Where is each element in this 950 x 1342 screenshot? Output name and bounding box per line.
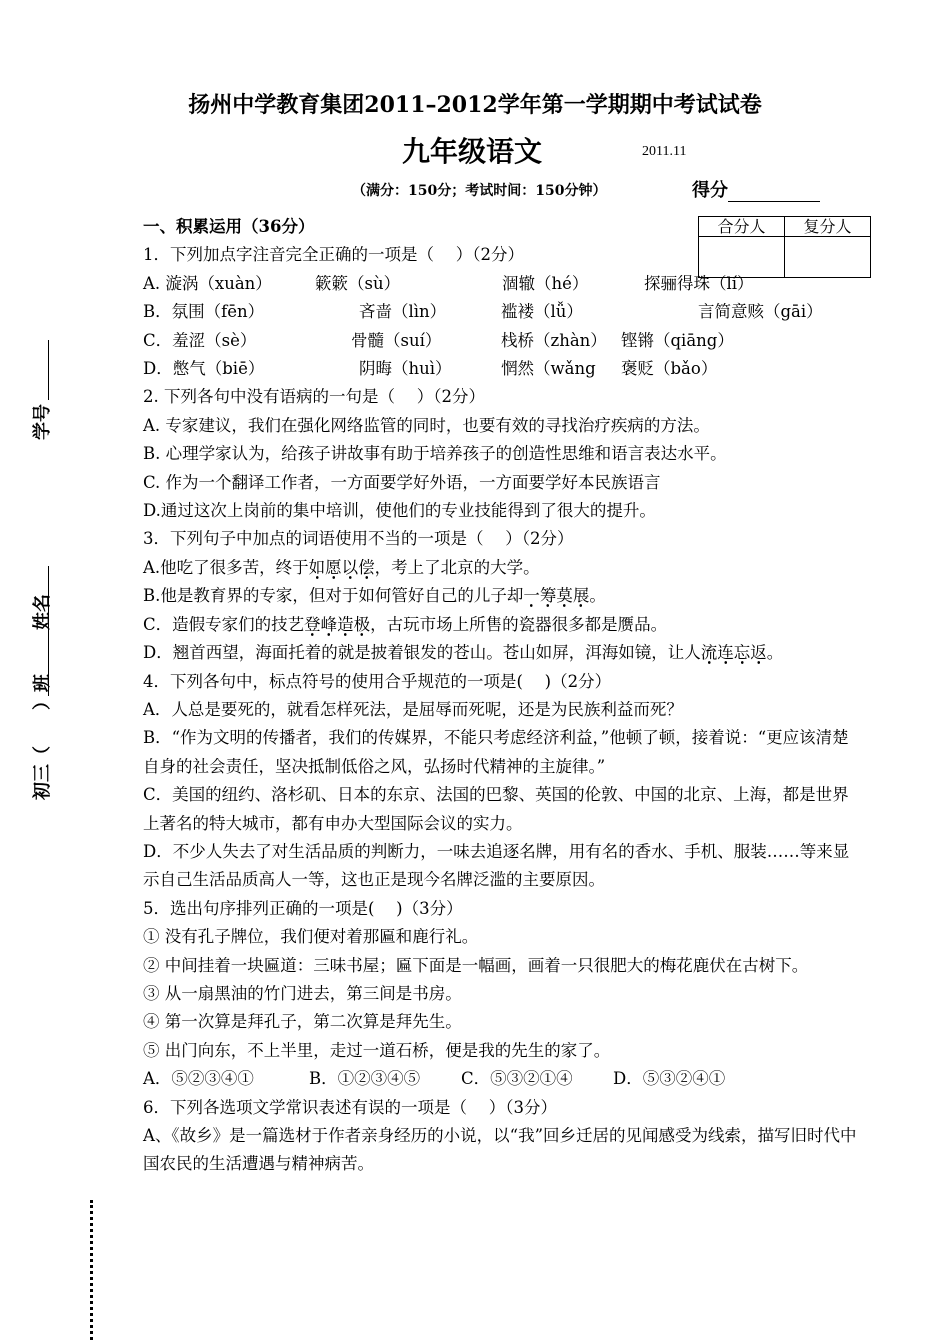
q1-stem: 1．下列加点字注音完全正确的一项是（ ）（2分） — [143, 245, 524, 265]
q4-option-c: C．美国的纽约、洛杉矶、日本的东京、法国的巴黎、英国的伦敦、中国的北京、上海，都是世界上著名的特大城市，都有申办大型国际会议的实力。 — [143, 785, 849, 833]
score-blank — [728, 183, 820, 202]
q6-stem: 6．下列各选项文学常识表述有误的一项是（ ）（3分） — [143, 1097, 557, 1117]
score-info: （满分：150分；考试时间：150分钟） — [352, 183, 607, 199]
q5-item-5: ⑤ 出门向东，不上半里，走过一道石桥，便是我的先生的家了。 — [143, 1040, 611, 1060]
exam-title: 扬州中学教育集团2011–2012学年第一学期期中考试试卷 — [188, 92, 762, 118]
q3-option-d: D．翘首西望，海面托着的就是披着银发的苍山。苍山如屏，洱海如镜，让人流连忘返。 — [143, 639, 858, 667]
q1-option-b: B．氛围（fēn） 吝啬（lìn） 褴褛（lǚ） 言简意赅（gāi） — [143, 302, 823, 322]
q5-item-2: ② 中间挂着一块匾道：三味书屋；匾下面是一幅画，画着一只很肥大的梅花鹿伏在古树下。 — [143, 955, 809, 975]
q6-option-a: A、《故乡》是一篇选材于作者亲身经历的小说，以“我”回乡迁居的见闻感受为线索，描写旧时代中国农民的生活遭遇与精神病苦。 — [143, 1126, 857, 1174]
binding-dotted-line — [90, 1200, 93, 1340]
q5-stem: 5．选出句序排列正确的一项是( )（3分） — [143, 898, 463, 918]
q4-option-d: D．不少人失去了对生活品质的判断力，一味去追逐名牌，用有名的香水、手机、服装……等来显示自己生活品质高人一等，这也正是现今名牌泛滥的主要原因。 — [143, 841, 850, 890]
id-blank-line — [48, 340, 50, 400]
grader-col-2: 复分人 — [785, 217, 871, 237]
q3-option-c: C．造假专家们的技艺登峰造极，古玩市场上所售的瓷器很多都是赝品。 — [143, 611, 858, 639]
id-label: 学号 — [32, 404, 53, 440]
q1-option-d: D．憋气（biē） 阴晦（huì） 惘然（wǎng 褒贬（bǎo） — [143, 359, 718, 379]
q2-option-d: D.通过这次上岗前的集中培训，使他们的专业技能得到了很大的提升。 — [143, 501, 656, 521]
side-binding-labels — [28, 330, 58, 800]
q1-option-c: C．羞涩（sè） 骨髓（suí） 栈桥（zhàn） 铿锵（qiāng） — [143, 330, 734, 350]
q2-option-a: A. 专家建议，我们在强化网络监管的同时，也要有效的寻找治疗疾病的方法。 — [143, 415, 710, 435]
exam-date: 2011.11 — [642, 144, 687, 159]
score-label: 得分 — [692, 180, 728, 201]
q5-item-1: ① 没有孔子牌位，我们便对着那匾和鹿行礼。 — [143, 927, 479, 947]
subject-title: 九年级语文 — [402, 135, 543, 168]
q2-option-c: C. 作为一个翻译工作者，一方面要学好外语，一方面要学好本民族语言 — [143, 472, 661, 492]
section-title: 一、积累运用（36分） — [143, 217, 315, 236]
q3-stem: 3．下列句子中加点的词语使用不当的一项是（ ）（2分） — [143, 529, 574, 549]
q5-item-3: ③ 从一扇黑油的竹门进去，第三间是书房。 — [143, 983, 462, 1003]
name-blank-line — [48, 566, 50, 696]
score-field — [692, 176, 820, 202]
grader-col-1: 合分人 — [699, 217, 785, 237]
q1-option-a: A. 漩涡（xuàn） 簌簌（sù） 涸辙（hé） 探骊得珠（lí） — [143, 273, 754, 293]
q3-option-b: B.他是教育界的专家，但对于如何管好自己的儿子却一筹莫展。 — [143, 582, 858, 610]
name-label: 姓名 — [32, 594, 53, 630]
class-label: 初三（ ）班 — [32, 674, 53, 800]
q4-option-b: B．“作为文明的传播者，我们的传媒界，不能只考虑经济利益，”他顿了顿，接着说：“更应该清楚自身的社会责任，坚决抵制低俗之风，弘扬时代精神的主旋律。” — [143, 728, 849, 776]
q5-choices: A．⑤②③④① B．①②③④⑤ C．⑤③②①④ D．⑤③②④① — [143, 1069, 726, 1089]
q2-option-b: B. 心理学家认为，给孩子讲故事有助于培养孩子的创造性思维和语言表达水平。 — [143, 444, 727, 464]
q4-option-a: A．人总是要死的，就看怎样死法，是屈辱而死呢，还是为民族利益而死？ — [143, 699, 683, 719]
q2-stem: 2. 下列各句中没有语病的一句是（ ）（2分） — [143, 387, 485, 407]
q4-stem: 4．下列各句中，标点符号的使用合乎规范的一项是( )（2分） — [143, 671, 612, 691]
exam-content — [143, 213, 858, 1179]
q5-item-4: ④ 第一次算是拜孔子，第二次算是拜先生。 — [143, 1012, 462, 1032]
q3-option-a: A.他吃了很多苦，终于如愿以偿，考上了北京的大学。 — [143, 554, 858, 582]
